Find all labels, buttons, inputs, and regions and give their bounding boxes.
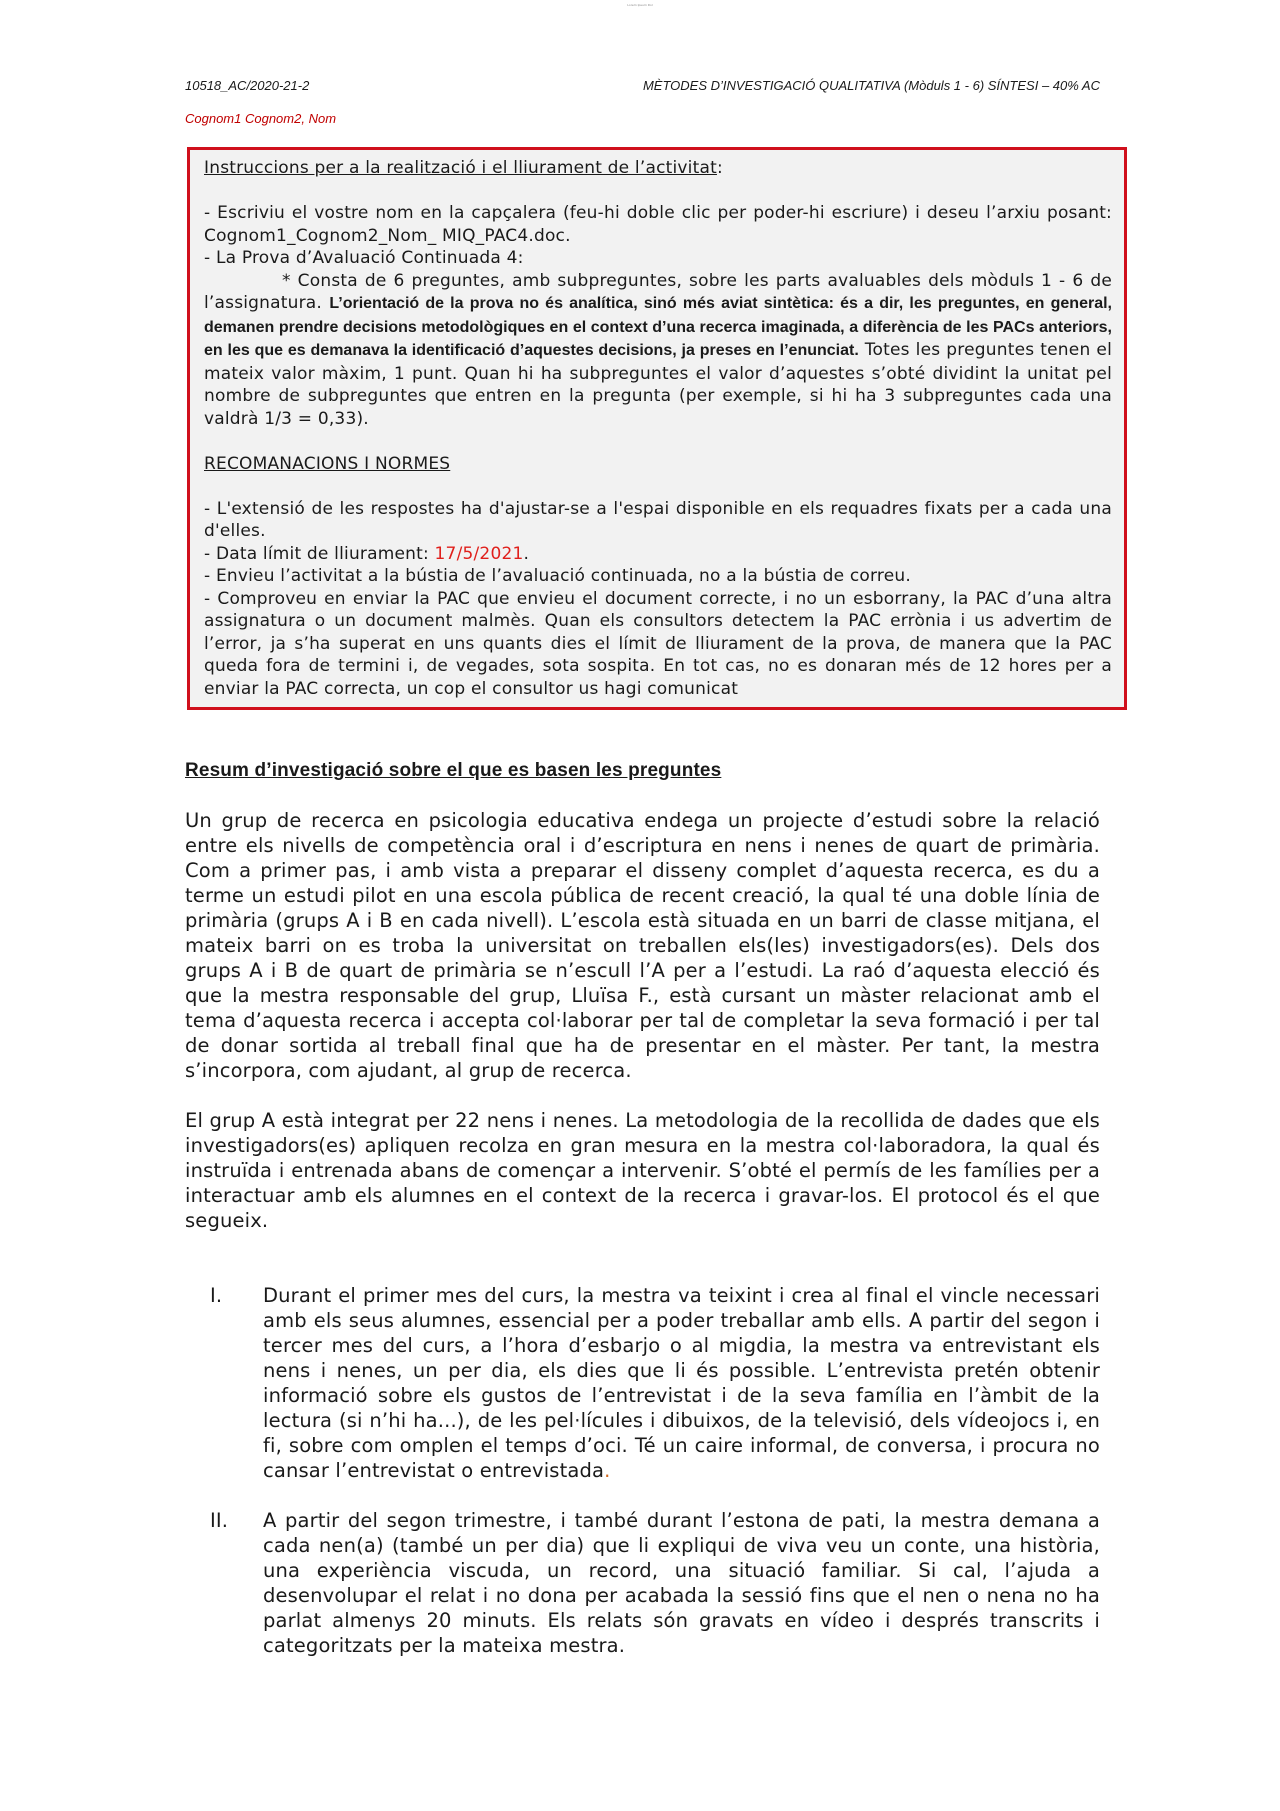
recommendations-title: RECOMANACIONS I NORMES [204, 453, 451, 474]
top-watermark: Lorem Ipsum Dol [627, 3, 653, 7]
deadline-date: 17/5/2021 [434, 543, 524, 564]
recommendation-line: - Envieu l’activitat a la bústia de l’avaluació continuada, no a la bústia de correu. [204, 566, 911, 586]
instructions-title: Instruccions per a la realització i el lliurament de l’activitat: [204, 158, 723, 178]
instructions-box [187, 147, 1127, 710]
recommendation-line: - Comproveu en enviar la PAC que envieu el document correcte, i no un esborrany, la PAC d’una altra assignatura o un document malmès. Quan els consultors detectem la PAC errònia i us advertim de l’error, ja s’ha superat en uns quants dies el límit de lliurament de la prova, de manera que la PAC queda fora de termini i, de vegades, sota sospita. En tot cas, no es donaran més de 12 hores per a enviar la PAC correcta, un cop el consultor us hagi comunicat [204, 588, 1112, 699]
recommendation-line: - Data límit de lliurament: 17/5/2021. [204, 543, 530, 564]
instruction-line: * Consta de 6 preguntes, amb subpreguntes, sobre les parts avaluables dels mòduls 1 - 6 de l’assignatura. L’orientació de la prova no és analítica, sinó més aviat sintètica: és a dir, les preguntes, en general, demanen prendre decisions metodològiques en el context d’una recerca imaginada, a diferència de les PACs anteriors, en les que es demanava la identificació d’aquestes decisions, ja preses en l’enunciat. Totes les preguntes tenen el mateix valor màxim, 1 punt. Quan hi ha subpreguntes el valor d’aquestes s’obté dividint la unitat pel nombre de subpreguntes que entren en la pregunta (per exemple, si hi ha 3 subpreguntes cada una valdrà 1/3 = 0,33). [204, 270, 1112, 429]
recommendation-line: - L'extensió de les respostes ha d'ajustar-se a l'espai disponible en els requadres fixats per a cada una d'elles. [204, 498, 1112, 541]
instruction-line: - La Prova d’Avaluació Continuada 4: [204, 248, 524, 268]
summary-title: Resum d’investigació sobre el que es basen les preguntes [185, 760, 722, 781]
list-item: II. A partir del segon trimestre, i també durant l’estona de pati, la mestra demana a cada nen(a) (també un per dia) que li expliqui de viva veu un conte, una història, una experiència viscuda, un record, una situació familiar. Si cal, l’ajuda a desenvolupar el relat i no dona per acabada la sessió fins que el nen o nena no ha parlat almenys 20 minuts. Els relats són gravats en vídeo i després transcrits i categoritzats per la mateixa mestra. [210, 1509, 1100, 1657]
instruction-line: - Escriviu el vostre nom en la capçalera (feu-hi doble clic per poder-hi escriure) i deseu l’arxiu posant: Cognom1_Cognom2_Nom_ MIQ_PAC4.doc. [204, 203, 1112, 246]
summary-paragraph: Un grup de recerca en psicologia educativa endega un projecte d’estudi sobre la relació entre els nivells de competència oral i d’escriptura en nens i nenes de quart de primària. Com a primer pas, i amb vista a preparar el disseny complet d’aquesta recerca, es du a terme un estudi pilot en una escola pública de recent creació, la qual té una doble línia de primària (grups A i B en cada nivell). L’escola està situada en un barri de classe mitjana, el mateix barri on es troba la universitat on treballen els(les) investigadors(es). Dels dos grups A i B de quart de primària se n’escull l’A per a l’estudi. La raó d’aquesta elecció és que la mestra responsable del grup, Lluïsa F., està cursant un màster relacionat amb el tema d’aquesta recerca i accepta col·laborar per tal de completar la seva formació i per tal de donar sortida al treball final que ha de presentar en el màster. Per tant, la mestra s’incorpora, com ajudant, al grup de recerca. [185, 809, 1100, 1082]
research-summary [185, 758, 1100, 1658]
list-number: II. [210, 1509, 229, 1532]
course-title: MÈTODES D’INVESTIGACIÓ QUALITATIVA (Mòduls 1 - 6) SÍNTESI – 40% AC [642, 78, 1100, 93]
summary-paragraph: El grup A està integrat per 22 nens i nenes. La metodologia de la recollida de dades que els investigadors(es) apliquen recolza en gran mesura en la mestra col·laboradora, la qual és instruïda i entrenada abans de començar a intervenir. S’obté el permís de les famílies per a interactuar amb els alumnes en el context de la recerca i gravar-los. El protocol és el que segueix. [185, 1109, 1100, 1232]
student-name-field[interactable]: Cognom1 Cognom2, Nom [185, 111, 337, 126]
list-number: I. [210, 1284, 223, 1307]
course-code: 10518_AC/2020-21-2 [185, 78, 310, 93]
list-item: I. Durant el primer mes del curs, la mestra va teixint i crea al final el vincle necessari amb els seus alumnes, essencial per a poder treballar amb ells. A partir del segon i tercer mes del curs, a l’hora d’esbarjo o al migdia, la mestra va entrevistant els nens i nenes, un per dia, els dies que li és possible. L’entrevista pretén obtenir informació sobre els gustos de l’entrevistat i de la seva família en l’àmbit de la lectura (si n’hi ha...), de les pel·lícules i dibuixos, de la televisió, dels vídeojocs i, en fi, sobre com omplen el temps d’oci. Té un caire informal, de conversa, i procura no cansar l’entrevistat o entrevistada. [210, 1284, 1100, 1482]
